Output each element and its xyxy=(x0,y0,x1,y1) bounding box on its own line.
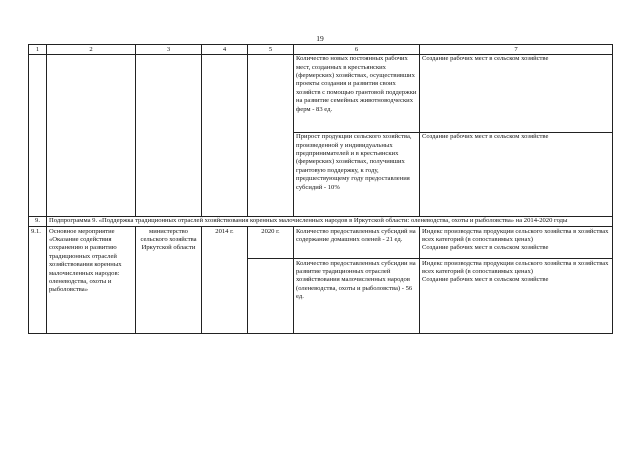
header-col-7: 7 xyxy=(420,45,613,55)
header-col-3: 3 xyxy=(136,45,202,55)
subprogram-row xyxy=(29,216,613,226)
header-row xyxy=(29,45,613,55)
measure-number: 9.1. xyxy=(29,227,47,334)
header-col-2: 2 xyxy=(47,45,136,55)
subprogram-title: Подпрограмма 9. «Поддержка традиционных отраслей хозяйствования коренных малочисленных народов в Иркутской области: оленеводства, охоты и рыболовства» на 2014-2020 годы xyxy=(47,216,613,226)
indicator-cell: Количество предоставленных субсидии на развитие традиционных отраслей хозяйствования малочисленных народов (оленеводства, охоты и рыболовства) - 56 ед. xyxy=(294,259,420,334)
link-cell: Создание рабочих мест в сельском хозяйстве xyxy=(420,54,613,132)
header-col-4: 4 xyxy=(202,45,248,55)
link-cell: Индекс производства продукции сельского хозяйства в хозяйствах всех категорий (в сопоставимых ценах) Создание рабочих мест в сельском хозяйстве xyxy=(420,259,613,334)
measure-executor: министерство сельского хозяйства Иркутской области xyxy=(136,227,202,334)
indicator-cell: Количество предоставленных субсидий на содержание домашних оленей - 21 ед. xyxy=(294,227,420,259)
table-row xyxy=(29,132,613,216)
link-cell: Индекс производства продукции сельского хозяйства в хозяйствах всех категорий (в сопоставимых ценах) Создание рабочих мест в сельском хозяйстве xyxy=(420,227,613,259)
measure-end: 2020 г. xyxy=(248,227,294,259)
header-col-1: 1 xyxy=(29,45,47,55)
table-row xyxy=(29,227,613,259)
page-number: 19 xyxy=(316,34,324,43)
indicator-cell: Прирост продукции сельского хозяйства, произведенной у индивидуальных предпринимателей и в крестьянских (фермерских) хозяйствах, получивших грантовую поддержку, к году, предшествующему году предоставления субсидий - 10% xyxy=(294,132,420,216)
header-col-5: 5 xyxy=(248,45,294,55)
indicator-cell: Количество новых постоянных рабочих мест, созданных в крестьянских (фермерских) хозяйствах, осуществивших проекты создания и развития своих хозяйств с помощью грантовой поддержки на развитие семейных животноводческих ферм - 83 ед. xyxy=(294,54,420,132)
table-row xyxy=(29,54,613,132)
program-table xyxy=(28,44,613,334)
measure-start: 2014 г. xyxy=(202,227,248,334)
header-col-6: 6 xyxy=(294,45,420,55)
link-cell: Создание рабочих мест в сельском хозяйстве xyxy=(420,132,613,216)
measure-name: Основное мероприятие «Оказание содействия сохранению и развитию традиционных отраслей хозяйствования коренных малочисленных народов: оленеводства, охоты и рыболовства» xyxy=(47,227,136,334)
subprogram-number: 9. xyxy=(29,216,47,226)
